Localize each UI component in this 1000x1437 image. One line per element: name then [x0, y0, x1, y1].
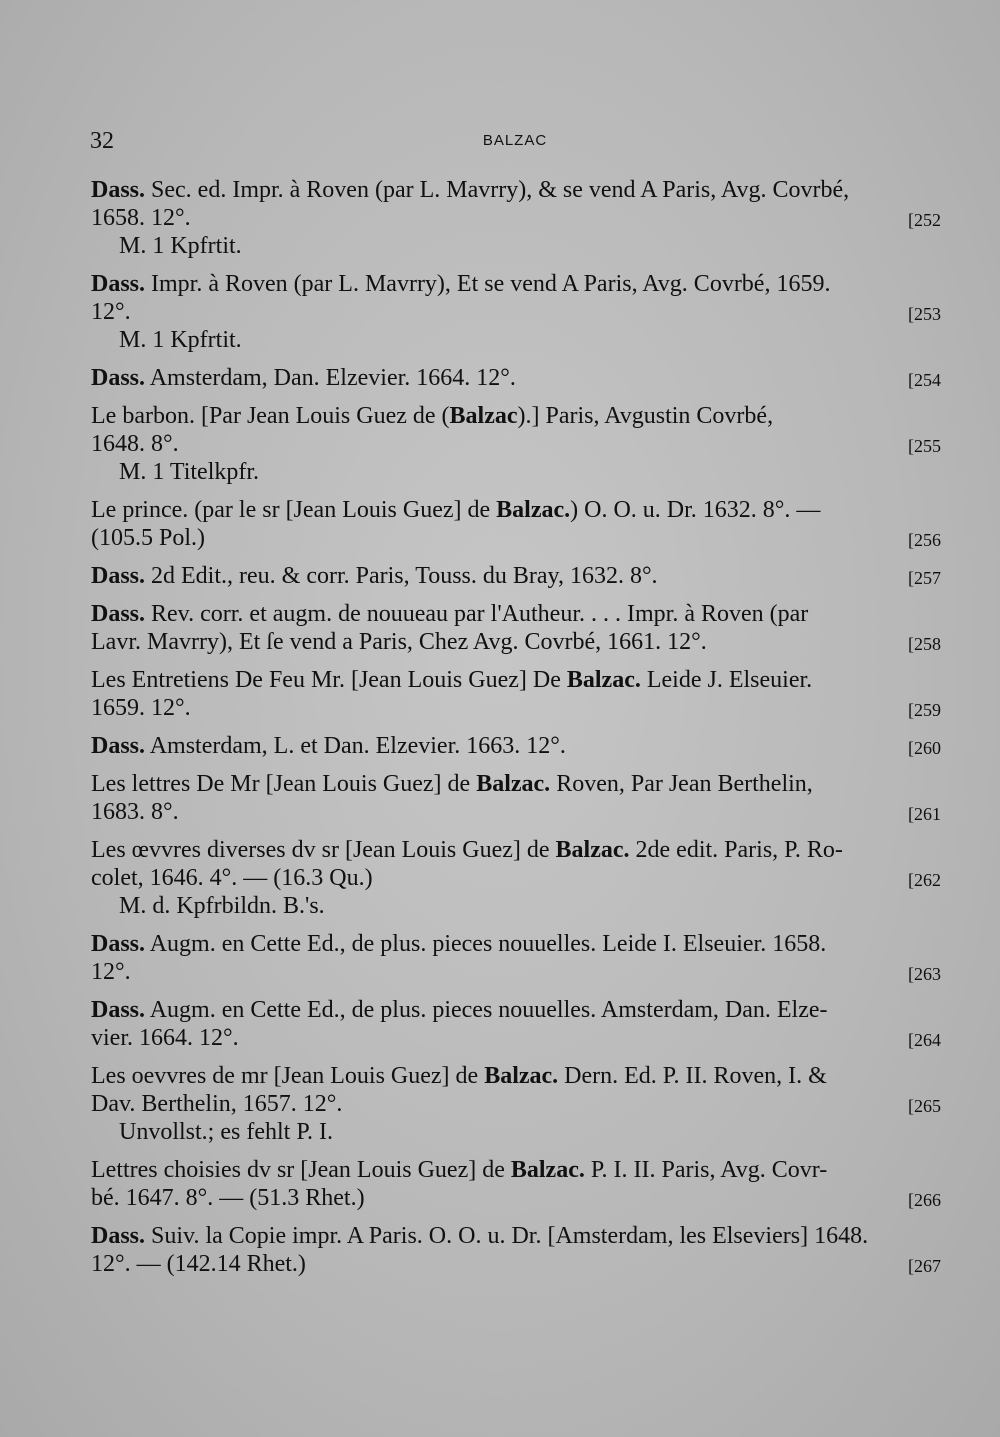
entry-number: [264	[908, 1030, 941, 1050]
page-number: 32	[90, 128, 114, 154]
bibliography-entry	[91, 666, 941, 722]
entry-bold-label: Balzac.	[476, 771, 551, 797]
bibliography-entry	[91, 364, 941, 392]
entry-line	[91, 270, 941, 298]
entry-number: [266	[908, 1190, 941, 1210]
entry-line-text: ) O. O. u. Dr. 1632. 8°. —	[570, 497, 821, 523]
entry-text	[91, 1156, 941, 1212]
entry-bold-label: Balzac.	[496, 497, 571, 523]
bibliography-entry	[91, 770, 941, 826]
entry-line-text: Amsterdam, Dan. Elzevier. 1664. 12°.	[145, 365, 516, 391]
entry-text	[91, 836, 941, 892]
entry-number: [254	[908, 370, 941, 390]
entry-number: [263	[908, 964, 941, 984]
entry-bold-label: Balzac.	[555, 837, 630, 863]
bibliography-entry	[91, 562, 941, 590]
entry-line: 1648. 8°.	[91, 431, 179, 457]
entry-bold-label: Dass.	[91, 601, 146, 627]
entry-line	[91, 732, 941, 760]
entry-number: [253	[908, 304, 941, 324]
entry-number: [265	[908, 1096, 941, 1116]
entry-line-text: Amsterdam, L. et Dan. Elzevier. 1663. 12°.	[145, 733, 566, 759]
entry-line	[91, 402, 941, 430]
entry-number: [256	[908, 530, 941, 550]
entry-text	[91, 732, 941, 760]
entry-line-text: P. I. II. Paris, Avg. Covr-	[584, 1157, 828, 1183]
entry-line-text: Le barbon. [Par Jean Louis Guez de (	[91, 403, 450, 429]
entry-number: [262	[908, 870, 941, 890]
entry-bold-label: Dass.	[91, 733, 146, 759]
entry-number: [259	[908, 700, 941, 720]
bibliography-entry	[91, 732, 941, 760]
entry-number: [267	[908, 1256, 941, 1276]
entry-line-text: 2de edit. Paris, P. Ro-	[629, 837, 843, 863]
entry-text	[91, 930, 941, 986]
entry-line: 1659. 12°.	[91, 695, 191, 721]
bibliography-entry	[91, 496, 941, 552]
entry-bold-label: Dass.	[91, 931, 146, 957]
entry-text	[91, 364, 941, 392]
entry-number: [252	[908, 210, 941, 230]
entry-text	[91, 270, 941, 326]
entry-line: 1683. 8°.	[91, 799, 179, 825]
running-head: BALZAC	[482, 132, 548, 149]
bibliography-entry	[91, 1156, 941, 1212]
entry-line	[91, 600, 941, 628]
entry-number: [260	[908, 738, 941, 758]
entry-line: 12°. — (142.14 Rhet.)	[91, 1251, 306, 1277]
entry-note: M. 1 Kpfrtit.	[119, 233, 242, 259]
entry-line-text: Lettres choisies dv sr [Jean Louis Guez] de	[91, 1157, 511, 1183]
entry-line	[91, 666, 941, 694]
entry-line-text: Les oevvres de mr [Jean Louis Guez] de	[91, 1063, 485, 1089]
entry-number: [261	[908, 804, 941, 824]
entry-line-text: Les œvvres diverses dv sr [Jean Louis Guez] de	[91, 837, 556, 863]
bibliography-entry	[91, 270, 941, 354]
entry-text	[91, 600, 941, 656]
entry-line-text: Augm. en Cette Ed., de plus. pieces nouuelles. Amsterdam, Dan. Elze-	[145, 997, 828, 1023]
entry-text	[91, 1062, 941, 1118]
entry-line	[91, 930, 941, 958]
bibliography-entry	[91, 836, 941, 920]
entry-line-text: Les lettres De Mr [Jean Louis Guez] de	[91, 771, 477, 797]
entry-line-text: Roven, Par Jean Berthelin,	[550, 771, 813, 797]
bibliography-entry	[91, 176, 941, 260]
entry-note: Unvollst.; es fehlt P. I.	[119, 1119, 333, 1145]
entry-line: vier. 1664. 12°.	[91, 1025, 239, 1051]
entry-bold-label: Balzac	[449, 403, 518, 429]
entry-text	[91, 562, 941, 590]
entry-text	[91, 176, 941, 232]
entry-line	[91, 562, 941, 590]
entry-line	[91, 770, 941, 798]
entry-line: 1658. 12°.	[91, 205, 191, 231]
entry-line: (105.5 Pol.)	[91, 525, 205, 551]
entry-bold-label: Balzac.	[510, 1157, 585, 1183]
entry-bold-label: Balzac.	[484, 1063, 559, 1089]
entry-text	[91, 496, 941, 552]
entry-line	[91, 1062, 941, 1090]
entry-text	[91, 402, 941, 458]
entry-line: 12°.	[91, 299, 131, 325]
entry-line-text: 2d Edit., reu. & corr. Paris, Touss. du Bray, 1632. 8°.	[145, 563, 658, 589]
entry-line-text: Augm. en Cette Ed., de plus. pieces nouuelles. Leide I. Elseuier. 1658.	[145, 931, 827, 957]
entry-line-text: Dern. Ed. P. II. Roven, I. &	[558, 1063, 827, 1089]
entry-number: [258	[908, 634, 941, 654]
entry-line-text: Sec. ed. Impr. à Roven (par L. Mavrry), & se vend A Paris, Avg. Covrbé,	[145, 177, 850, 203]
entry-line: bé. 1647. 8°. — (51.3 Rhet.)	[91, 1185, 365, 1211]
entry-line: 12°.	[91, 959, 131, 985]
entry-note: M. 1 Titelkpfr.	[119, 459, 260, 485]
entry-bold-label: Dass.	[91, 563, 146, 589]
entry-note: M. 1 Kpfrtit.	[119, 327, 242, 353]
entry-line	[91, 996, 941, 1024]
bibliography-entry	[91, 996, 941, 1052]
bibliography-entry	[91, 600, 941, 656]
entry-line	[91, 836, 941, 864]
bibliography-entry	[91, 1062, 941, 1146]
entry-line	[91, 1222, 941, 1250]
entry-line-text: ).] Paris, Avgustin Covrbé,	[517, 403, 774, 429]
entry-line	[91, 496, 941, 524]
entry-bold-label: Dass.	[91, 365, 146, 391]
bibliography-entry	[91, 402, 941, 486]
entry-line	[91, 364, 941, 392]
entry-line	[91, 176, 941, 204]
entry-line-text: Leide J. Elseuier.	[640, 667, 813, 693]
entry-bold-label: Dass.	[91, 177, 146, 203]
entry-bold-label: Balzac.	[566, 667, 641, 693]
entry-number: [255	[908, 436, 941, 456]
entry-line-text: Suiv. la Copie impr. A Paris. O. O. u. Dr. [Amsterdam, les Elseviers] 1648.	[145, 1223, 869, 1249]
entry-bold-label: Dass.	[91, 997, 146, 1023]
bibliography-entry	[91, 930, 941, 986]
bibliography-list	[91, 176, 941, 1288]
entry-text	[91, 770, 941, 826]
entry-bold-label: Dass.	[91, 271, 146, 297]
entry-line-text: Rev. corr. et augm. de nouueau par l'Autheur. . . . Impr. à Roven (par	[145, 601, 809, 627]
entry-line: colet, 1646. 4°. — (16.3 Qu.)	[91, 865, 373, 891]
entry-number: [257	[908, 568, 941, 588]
page-header	[90, 128, 940, 158]
entry-bold-label: Dass.	[91, 1223, 146, 1249]
entry-line-text: Les Entretiens De Feu Mr. [Jean Louis Guez] De	[91, 667, 567, 693]
entry-line	[91, 1156, 941, 1184]
entry-text	[91, 1222, 941, 1278]
bibliography-entry	[91, 1222, 941, 1278]
entry-line-text: Le prince. (par le sr [Jean Louis Guez] de	[91, 497, 497, 523]
entry-text	[91, 666, 941, 722]
entry-text	[91, 996, 941, 1052]
entry-note: M. d. Kpfrbildn. B.'s.	[119, 893, 325, 919]
entry-line-text: Impr. à Roven (par L. Mavrry), Et se vend A Paris, Avg. Covrbé, 1659.	[145, 271, 831, 297]
entry-line: Dav. Berthelin, 1657. 12°.	[91, 1091, 343, 1117]
entry-line: Lavr. Mavrry), Et ſe vend a Paris, Chez Avg. Covrbé, 1661. 12°.	[91, 629, 707, 655]
